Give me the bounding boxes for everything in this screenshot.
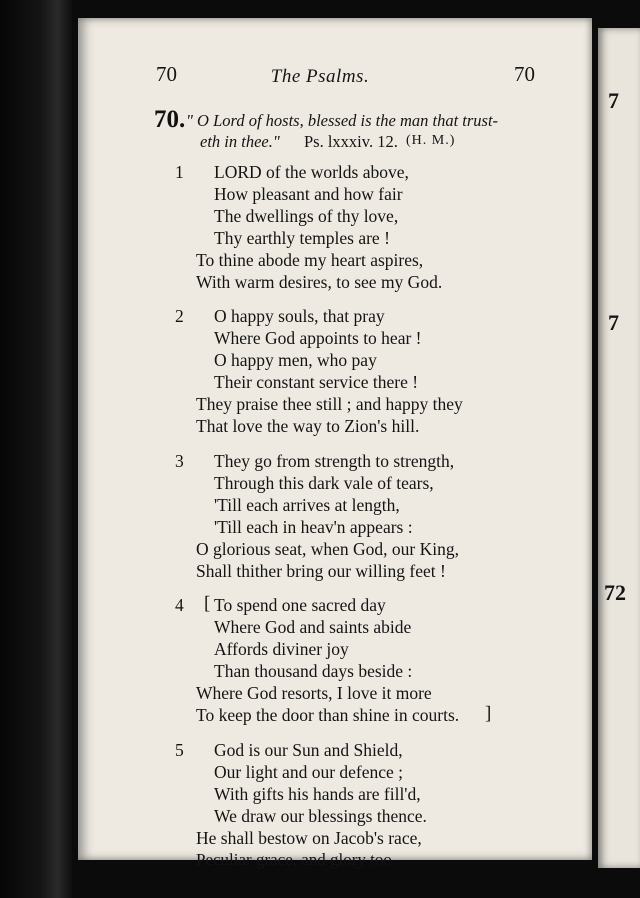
verse-line: LORD of the worlds above, xyxy=(214,162,409,182)
bracket-open: [ xyxy=(204,593,211,614)
verse-line: 'Till each arrives at length, xyxy=(214,495,400,515)
book-spine-shadow xyxy=(0,0,72,898)
verse-line: O happy men, who pay xyxy=(214,350,377,370)
verse-line: How pleasant and how fair xyxy=(214,184,403,204)
verse-line: O glorious seat, when God, our King, xyxy=(196,539,459,559)
verse-line: They praise thee still ; and happy they xyxy=(196,394,463,414)
verse-line: Affords diviner joy xyxy=(214,639,349,659)
adjacent-page-number: 7 xyxy=(608,310,619,335)
verse-line: With warm desires, to see my God. xyxy=(196,272,443,292)
adjacent-page-number: 72 xyxy=(604,580,626,605)
verse-number: 3 xyxy=(175,451,184,471)
verse-line: That love the way to Zion's hill. xyxy=(196,416,420,436)
adjacent-page-edge xyxy=(598,28,640,868)
verse-line: To keep the door than shine in courts. xyxy=(196,705,460,725)
running-title: The Psalms. xyxy=(270,66,370,87)
verse-line: Peculiar grace, and glory too. xyxy=(196,850,397,869)
verse-line: We draw our blessings thence. xyxy=(214,806,427,826)
verse-line: Our light and our defence ; xyxy=(214,762,404,782)
verse-number: 2 xyxy=(175,306,184,326)
psalm-number: 70. xyxy=(154,106,186,133)
verse-line: Where God and saints abide xyxy=(214,617,412,637)
verse-line: Than thousand days beside : xyxy=(214,661,413,681)
verse-number: 4 xyxy=(175,595,184,615)
verse-line: Shall thither bring our willing feet ! xyxy=(196,561,446,581)
verse-line: O happy souls, that pray xyxy=(214,306,385,326)
epigraph-line: " O Lord of hosts, blessed is the man that trust- xyxy=(186,111,499,130)
scripture-reference: Ps. lxxxiv. 12. xyxy=(304,132,398,151)
verse-line: Thy earthly temples are ! xyxy=(214,228,390,248)
verse-line: God is our Sun and Shield, xyxy=(214,740,403,760)
epigraph-line: eth in thee." xyxy=(200,132,280,151)
verse-line: With gifts his hands are fill'd, xyxy=(214,784,421,804)
verse-number: 1 xyxy=(175,162,184,182)
verse-line: Where God resorts, I love it more xyxy=(196,683,432,703)
verse-line: They go from strength to strength, xyxy=(214,451,455,471)
page-number-left: 70 xyxy=(156,62,177,86)
verse-line: The dwellings of thy love, xyxy=(214,206,399,226)
verse-line: Their constant service there ! xyxy=(214,372,419,392)
verse-line: Where God appoints to hear ! xyxy=(214,328,422,348)
meter-label: (H. M.) xyxy=(406,133,456,148)
verse-line: He shall bestow on Jacob's race, xyxy=(196,828,422,848)
verse-number: 5 xyxy=(175,740,184,760)
verse-line: 'Till each in heav'n appears : xyxy=(214,517,413,537)
page-number-right: 70 xyxy=(514,62,535,86)
verse-line: To spend one sacred day xyxy=(214,595,386,615)
verse-line: To thine abode my heart aspires, xyxy=(196,250,424,270)
verse-line: Through this dark vale of tears, xyxy=(214,473,434,493)
bracket-close: ] xyxy=(485,703,492,724)
adjacent-page-number: 7 xyxy=(608,88,619,113)
